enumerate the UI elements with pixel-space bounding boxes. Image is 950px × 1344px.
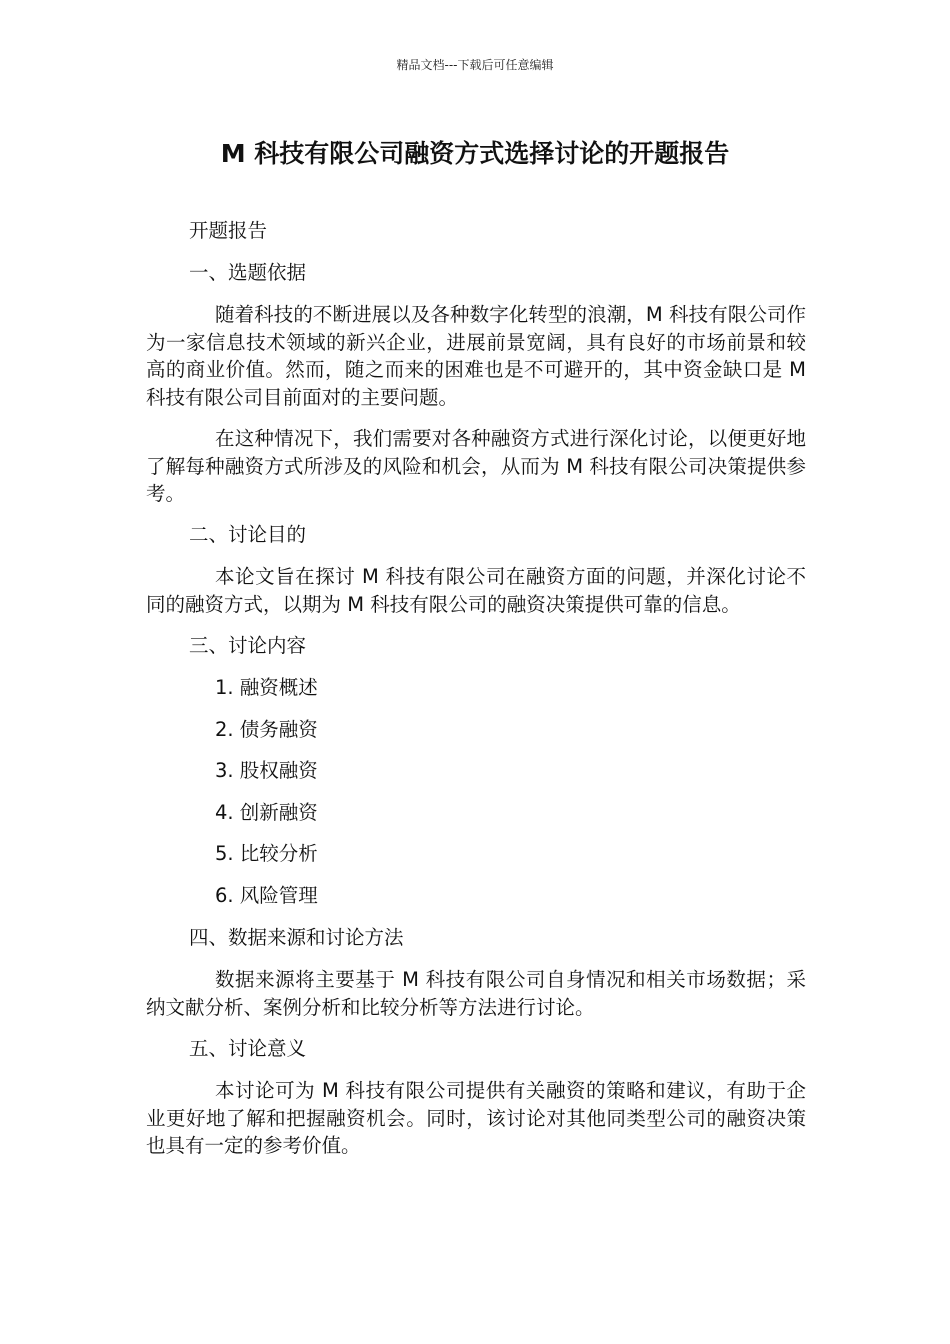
- content-list-item: 4. 创新融资: [215, 801, 318, 824]
- section-heading-method: 四、数据来源和讨论方法: [189, 926, 404, 949]
- content-list-item: 3. 股权融资: [215, 759, 318, 782]
- report-label: 开题报告: [189, 219, 268, 242]
- section-heading-significance: 五、讨论意义: [189, 1037, 307, 1060]
- content-list-item: 2. 债务融资: [215, 718, 318, 741]
- content-list-item: 5. 比较分析: [215, 842, 318, 865]
- basis-paragraph-1: 随着科技的不断进展以及各种数字化转型的浪潮，M 科技有限公司作为一家信息技术领域的新兴企业，进展前景宽阔，具有良好的市场前景和较高的商业价值。然而，随之而来的困难也是不可避开的，其中资金缺口是 M 科技有限公司目前面对的主要问题。: [146, 303, 806, 409]
- section-heading-purpose: 二、讨论目的: [189, 523, 307, 546]
- content-list-item: 6. 风险管理: [215, 884, 318, 907]
- page-header: 精品文档---下载后可任意编辑: [396, 58, 554, 72]
- section-heading-content: 三、讨论内容: [189, 634, 307, 657]
- section-heading-basis: 一、选题依据: [189, 261, 307, 284]
- content-list-item: 1. 融资概述: [215, 676, 318, 699]
- purpose-paragraph: 本论文旨在探讨 M 科技有限公司在融资方面的问题，并深化讨论不同的融资方式，以期为 M 科技有限公司的融资决策提供可靠的信息。: [146, 565, 806, 616]
- significance-paragraph: 本讨论可为 M 科技有限公司提供有关融资的策略和建议，有助于企业更好地了解和把握融资机会。同时，该讨论对其他同类型公司的融资决策也具有一定的参考价值。: [146, 1079, 806, 1157]
- method-paragraph: 数据来源将主要基于 M 科技有限公司自身情况和相关市场数据；采纳文献分析、案例分析和比较分析等方法进行讨论。: [146, 968, 806, 1019]
- basis-paragraph-2: 在这种情况下，我们需要对各种融资方式进行深化讨论，以便更好地了解每种融资方式所涉及的风险和机会，从而为 M 科技有限公司决策提供参考。: [146, 427, 806, 505]
- document-title: M 科技有限公司融资方式选择讨论的开题报告: [220, 139, 730, 168]
